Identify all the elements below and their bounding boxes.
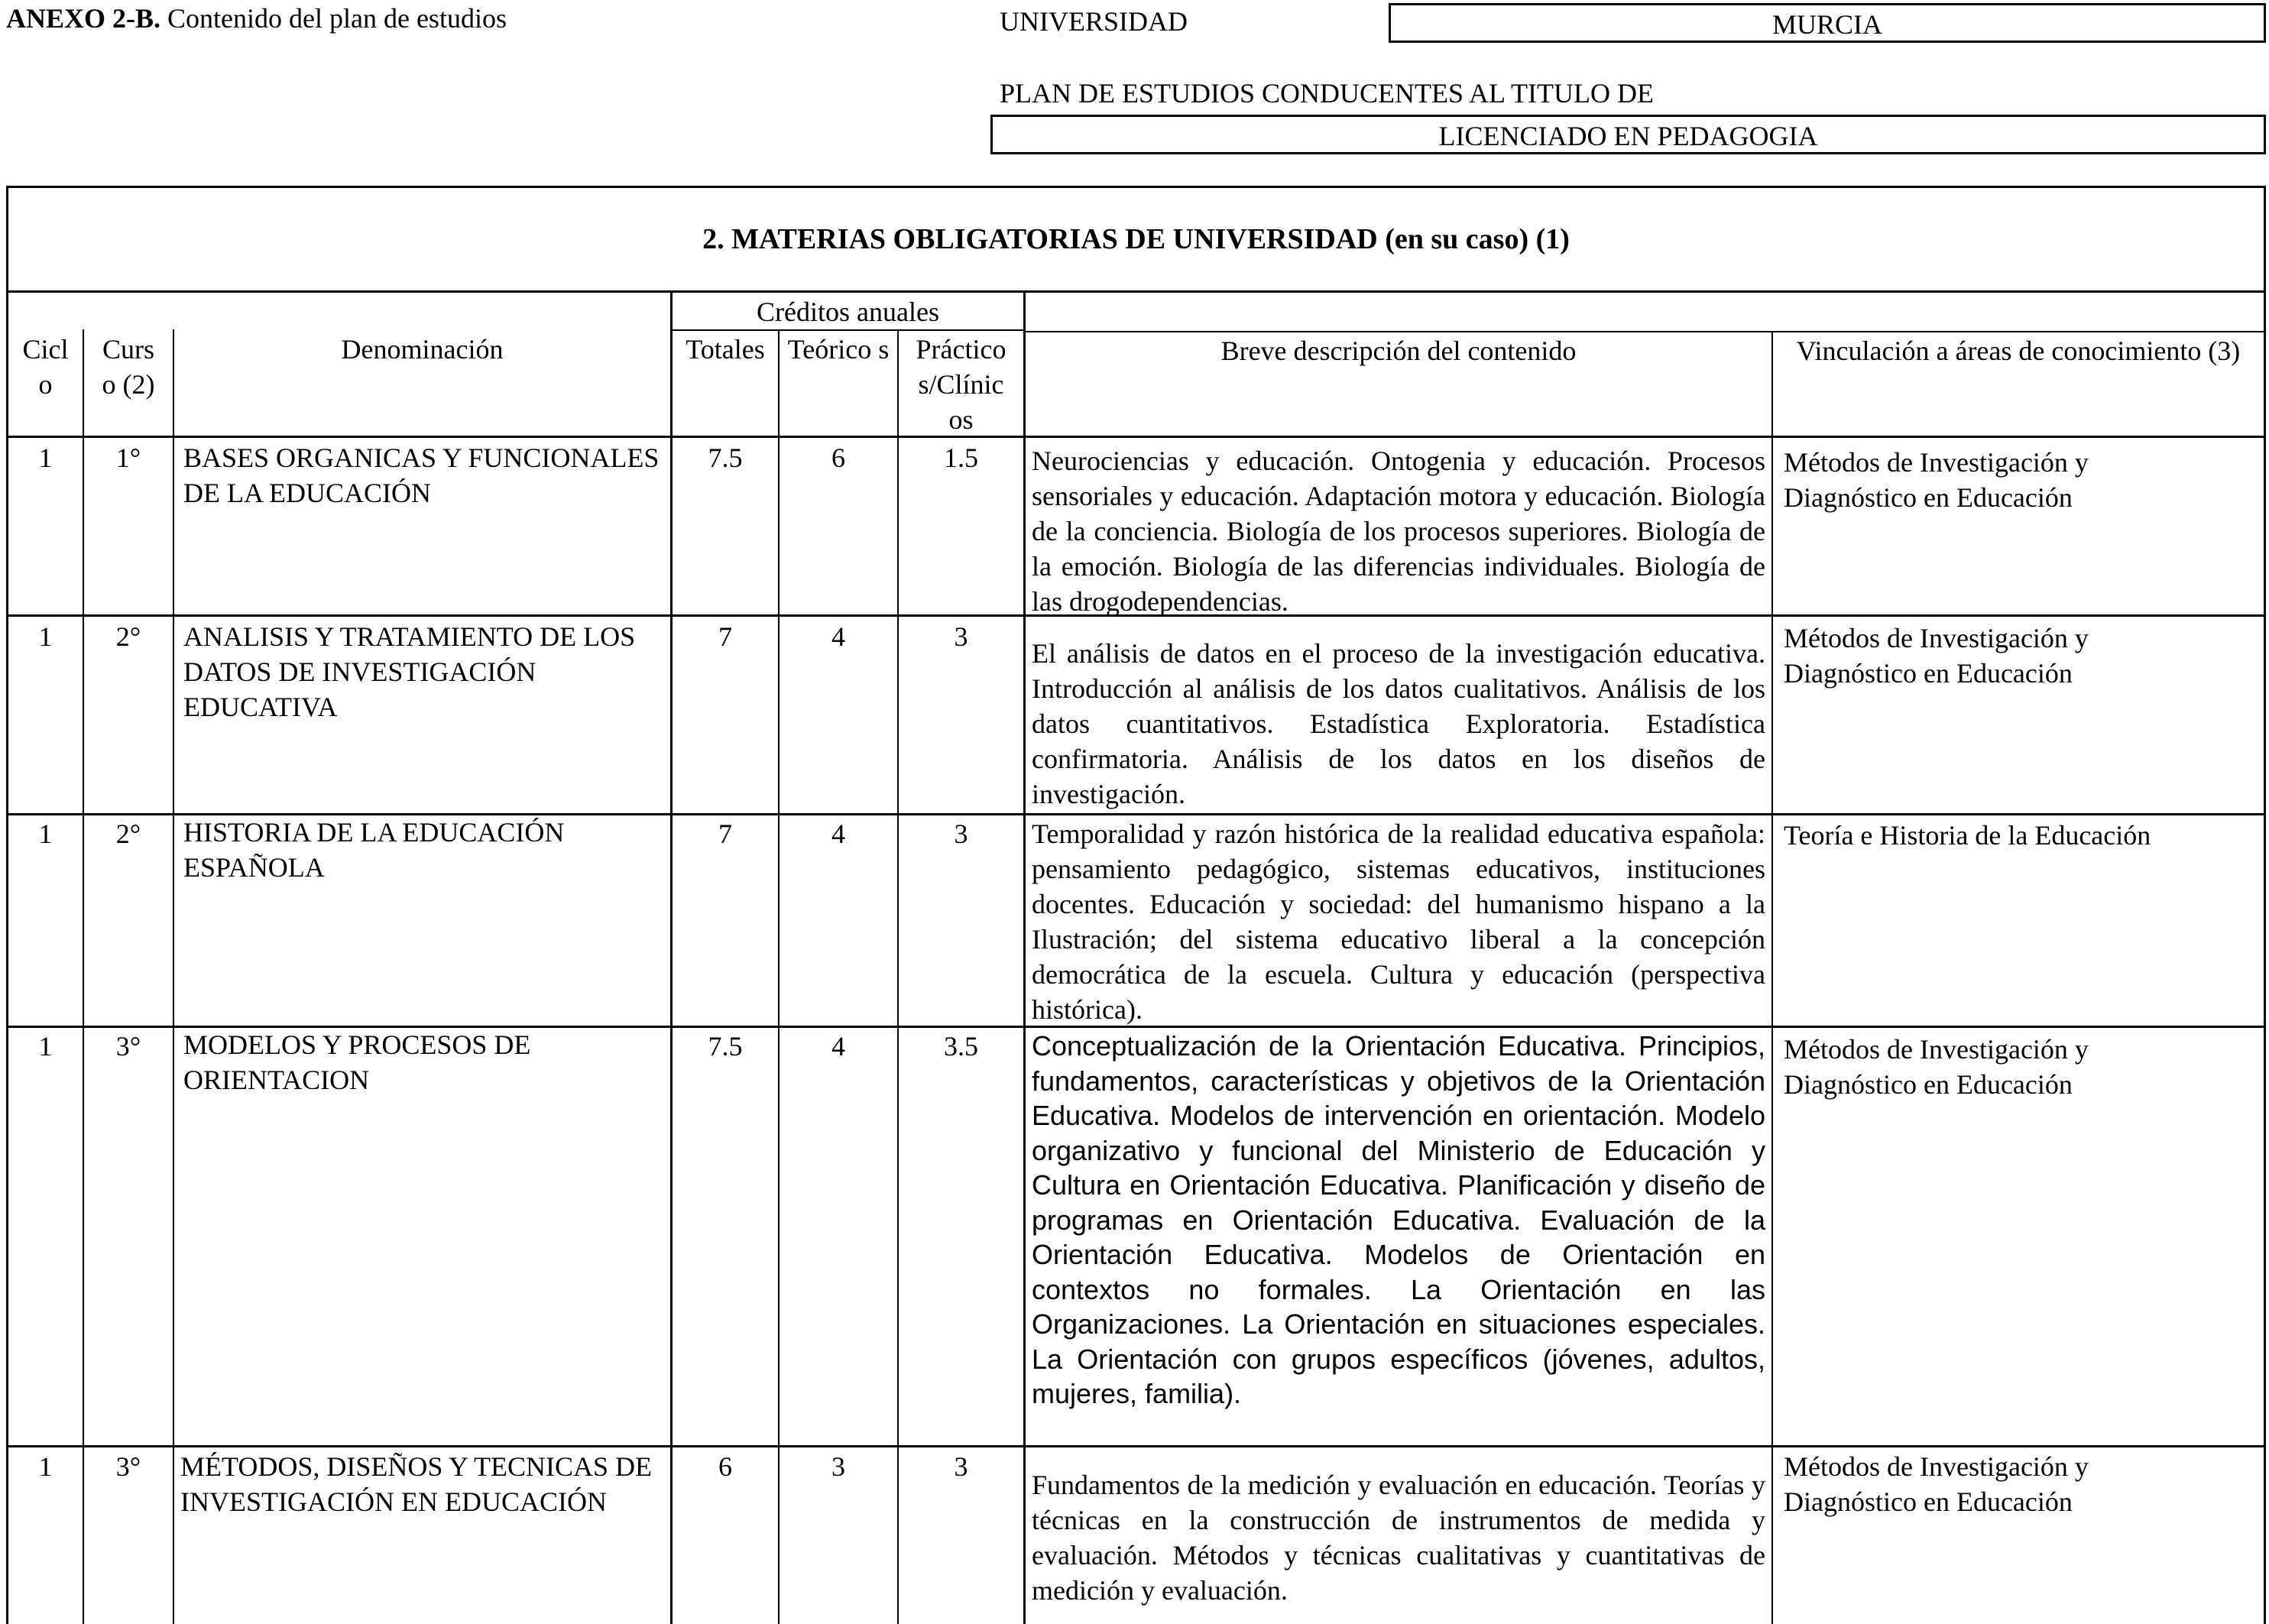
- table-row-2-descripcion: El análisis de datos en el proceso de la investigación educativa. Introducción al análisis de los datos cualitativos. Análisis de los datos cuantitativos. Estadística Exploratoria. Estadística confirmatoria. Análisis de los datos en los diseños de investigación.: [1032, 638, 1765, 809]
- table-row-1-curso: 1°: [115, 442, 141, 473]
- table-row-1-denominacion: BASES ORGANICAS Y FUNCIONALES DE LA EDUCACIÓN: [183, 442, 660, 508]
- col-curso: Curs o (2): [102, 334, 155, 400]
- table-row-2-teoricos: 4: [831, 621, 845, 652]
- table-row-1-teoricos: 6: [831, 442, 845, 473]
- table-row-1-descripcion: Neurociencias y educación. Ontogenia y educación. Procesos sensoriales y educación. Adaptación motora y educación. Biología de la conciencia. Biología de los procesos superiores. Biología de la emoción. Biología de las diferencias individuales. Biología de las drogodependencias.: [1032, 446, 1765, 617]
- table-row-5-ciclo: 1: [38, 1451, 53, 1482]
- col-ciclo: Cicl o: [22, 334, 69, 400]
- table-row-5-teoricos: 3: [831, 1451, 845, 1482]
- table-row-5-totales: 6: [718, 1451, 732, 1482]
- table-row-3-practicos: 3: [954, 818, 968, 849]
- table-row-5-vinculacion: Métodos de Investigación y Diagnóstico en Educación: [1784, 1451, 2089, 1517]
- table-row-1-totales: 7.5: [708, 442, 743, 473]
- col-teoricos: Teórico s: [787, 334, 890, 365]
- plan-label: PLAN DE ESTUDIOS CONDUCENTES AL TITULO DE: [1000, 78, 1654, 109]
- table-row-5-practicos: 3: [954, 1451, 968, 1482]
- table-row-5-descripcion: Fundamentos de la medición y evaluación en educación. Teorías y técnicas en la construcción de instrumentos de medida y evaluación. Métodos y técnicas cualitativas y cuantitativas de medición y evaluación.: [1032, 1470, 1765, 1606]
- table-row-4-practicos: 3.5: [944, 1031, 978, 1062]
- table-row-4-ciclo: 1: [38, 1031, 53, 1062]
- table-row-4-teoricos: 4: [831, 1031, 845, 1062]
- col-practicos: Práctico s/Clínic os: [916, 334, 1006, 435]
- table-row-3-totales: 7: [718, 818, 732, 849]
- col-denominacion: Denominación: [341, 334, 504, 365]
- table-row-5-denominacion: MÉTODOS, DISEÑOS Y TECNICAS DE INVESTIGACIÓN EN EDUCACIÓN: [180, 1451, 653, 1517]
- universidad-label: UNIVERSIDAD: [1000, 6, 1188, 37]
- table-row-4-totales: 7.5: [708, 1031, 743, 1062]
- table-row-2-totales: 7: [718, 621, 732, 652]
- annex-subtitle: Contenido del plan de estudios: [160, 3, 507, 34]
- table-row-1-ciclo: 1: [38, 442, 53, 473]
- table-row-3-teoricos: 4: [831, 818, 845, 849]
- titulo-value: LICENCIADO EN PEDAGOGIA: [990, 115, 2266, 154]
- table-title-cell: [8, 222, 2264, 257]
- col-vinculacion: Vinculación a áreas de conocimiento (3): [1796, 335, 2241, 366]
- table-row-4-descripcion: Conceptualización de la Orientación Educativa. Principios, fundamentos, características y objetivos de la Orientación Educativa. Modelos de intervención en orientación. Modelo organizativo y funcional del Ministerio de Educación y Cultura en Orientación Educativa. Planificación y diseño de programas en Orientación Educativa. Evaluación de la Orientación Educativa. Modelos de Orientación en contextos no formales. La Orientación en las Organizaciones. La Orientación en situaciones especiales. La Orientación con grupos específicos (jóvenes, adultos, mujeres, familia).: [1032, 1030, 1765, 1409]
- creditos-header: Créditos anuales: [757, 297, 939, 327]
- annex-label: ANEXO 2-B.: [6, 3, 161, 34]
- col-totales: Totales: [686, 334, 765, 365]
- universidad-value: MURCIA: [1389, 3, 2266, 43]
- table-row-5-curso: 3°: [115, 1451, 141, 1482]
- table-row-3-curso: 2°: [115, 818, 141, 849]
- table-row-2-ciclo: 1: [38, 621, 53, 652]
- table-row-4-vinculacion: Métodos de Investigación y Diagnóstico en Educación: [1784, 1034, 2089, 1100]
- table-row-3-ciclo: 1: [38, 818, 53, 849]
- table-row-3-descripcion: Temporalidad y razón histórica de la realidad educativa española: pensamiento pedagógico, sistemas educativos, instituciones docentes. Educación y sociedad: del humanismo hispano a la Ilustración; del sistema educativo liberal a la concepción democrática de la escuela. Cultura y educación (perspectiva histórica).: [1032, 818, 1765, 1025]
- table-row-1-practicos: 1.5: [944, 442, 978, 473]
- table-row-3-denominacion: HISTORIA DE LA EDUCACIÓN ESPAÑOLA: [183, 817, 565, 883]
- table-row-2-practicos: 3: [954, 621, 968, 652]
- table-row-3-vinculacion: Teoría e Historia de la Educación: [1784, 820, 2151, 851]
- table-row-4-denominacion: MODELOS Y PROCESOS DE ORIENTACION: [183, 1029, 531, 1095]
- table-row-4-curso: 3°: [115, 1031, 141, 1062]
- table-row-2-curso: 2°: [115, 621, 141, 652]
- table-row-1-vinculacion: Métodos de Investigación y Diagnóstico en Educación: [1784, 447, 2089, 513]
- table-title: 2. MATERIAS OBLIGATORIAS DE UNIVERSIDAD (en su caso) (1): [702, 223, 1570, 255]
- table-row-2-denominacion: ANALISIS Y TRATAMIENTO DE LOS DATOS DE INVESTIGACIÓN EDUCATIVA: [183, 621, 636, 722]
- col-descripcion: Breve descripción del contenido: [1220, 335, 1577, 366]
- table-row-2-vinculacion: Métodos de Investigación y Diagnóstico en Educación: [1784, 623, 2089, 689]
